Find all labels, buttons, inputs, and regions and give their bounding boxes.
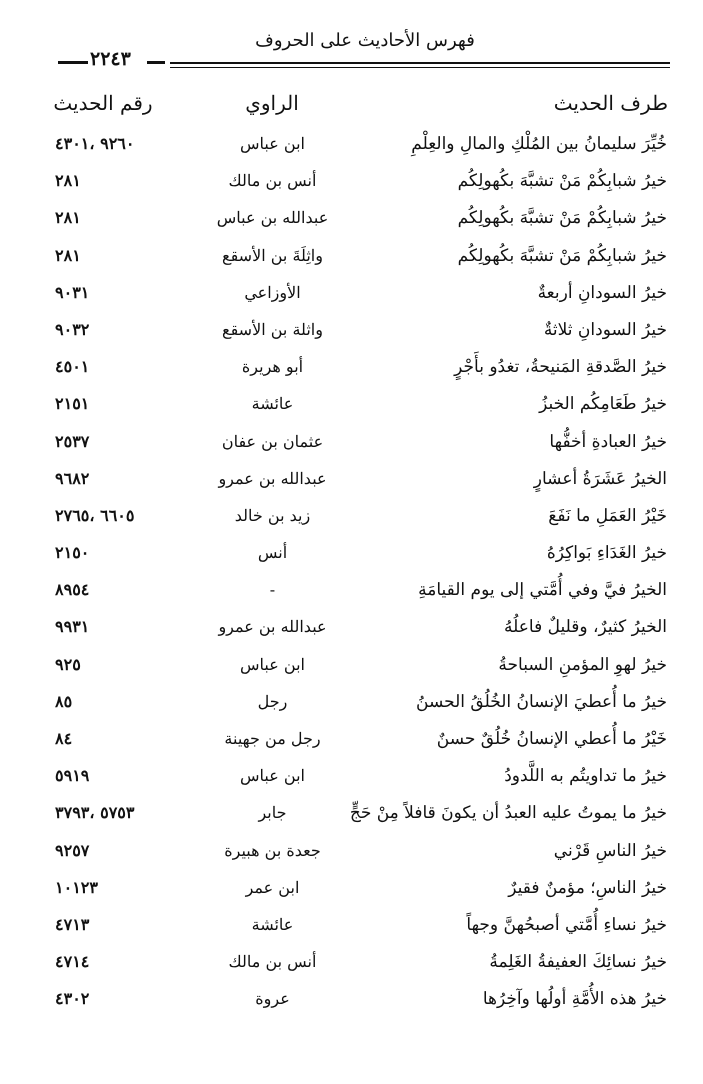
hadith-number: ٩٦٨٢ (55, 468, 90, 488)
hadith-text: خيرُ ما أُعطيَ الإنسانُ الخُلُقُ الحسنُ (416, 691, 667, 712)
running-title: فهرس الأحاديث على الحروف (255, 30, 475, 51)
header-rule-thick (170, 62, 670, 64)
narrator-name: رجل (257, 691, 288, 711)
hadith-text: خيرُ الغَدَاءِ بَواكِرُهُ (546, 543, 667, 564)
hadith-text: خيرُ الناسِ؛ مؤمنٌ فقيرٌ (508, 877, 667, 898)
hadith-number: ٩٢٦٠ ،٤٣٠١ (55, 134, 135, 153)
table-row (0, 130, 703, 167)
hadith-text: خيرُ العبادةِ أخفُّها (549, 431, 667, 452)
hadith-number: ٢١٥١ (55, 394, 90, 414)
narrator-name: جابر (258, 803, 287, 823)
narrator-name: عبدالله بن عمرو (218, 617, 327, 637)
page-number-dash-left (58, 61, 88, 64)
hadith-number: ٦٦٠٥ ،٢٧٦٥ (55, 505, 135, 525)
hadith-text: خَيْرُ العَمَلِ ما نَفَعَ (548, 505, 667, 526)
hadith-text: خيرُ الناسِ قَرْني (553, 840, 667, 861)
hadith-number: ٤٧١٤ (55, 952, 90, 972)
hadith-text: خيرُ نساءِ أُمَّتي أصبحُهنَّ وجهاً (466, 914, 667, 935)
hadith-number: ٨٤ (55, 729, 73, 748)
narrator-name: عثمان بن عفان (221, 431, 324, 451)
table-row (0, 613, 703, 650)
hadith-number: ٢٨١ (55, 171, 81, 191)
table-row (0, 390, 703, 427)
table-row (0, 316, 703, 353)
hadith-number: ١٠١٢٣ (55, 877, 98, 897)
narrator-name: أنس بن مالك (228, 952, 317, 972)
narrator-name: الأوزاعي (244, 282, 301, 302)
narrator-name: أنس (257, 543, 288, 563)
hadith-text: خيرُ شبابِكُمْ مَنْ تشبَّهَ بكُهولِكُم (457, 171, 667, 192)
hadith-number: ٢٥٣٧ (55, 431, 90, 451)
hadith-number: ٢٨١ (55, 245, 81, 265)
table-row (0, 911, 703, 948)
table-row (0, 353, 703, 390)
narrator-name: عبدالله بن عباس (216, 208, 329, 228)
column-header-number: رقم الحديث (53, 91, 153, 115)
hadith-text: خُيِّرَ سليمانُ بين المُلْكِ والمالِ والعِلْمِ (411, 134, 667, 154)
hadith-number: ٢٨١ (55, 208, 81, 228)
column-header-narrator: الراوي (245, 91, 299, 115)
hadith-number: ٤٧١٣ (55, 914, 90, 934)
hadith-text: خيرُ ما تداويتُم به اللَّدودُ (504, 766, 667, 787)
narrator-name: أبو هريرة (241, 357, 304, 377)
table-row (0, 948, 703, 985)
table-row (0, 204, 703, 241)
narrator-name: عروة (255, 989, 290, 1009)
hadith-text: خيرُ لهوِ المؤمنِ السباحةُ (498, 654, 667, 675)
hadith-text: خيرُ السودانِ ثلاثةٌ (543, 319, 667, 340)
hadith-number: ٤٥٠١ (55, 357, 90, 377)
hadith-text: خيرُ السودانِ أربعةٌ (537, 282, 667, 303)
hadith-text: خيرُ طَعَامِكُم الخبزُ (539, 394, 667, 415)
page-number-dash-right (147, 61, 165, 64)
table-row (0, 799, 703, 836)
narrator-name: ابن عمر (245, 877, 300, 897)
table-row (0, 837, 703, 874)
narrator-name: رجل من جهينة (224, 729, 321, 748)
narrator-name: جعدة بن هبيرة (224, 840, 321, 860)
table-row (0, 465, 703, 502)
hadith-text: خَيْرُ ما أُعطي الإنسانُ خُلُقٌ حسنٌ (436, 729, 667, 749)
narrator-name: - (269, 580, 276, 600)
hadith-number: ٨٩٥٤ (55, 580, 90, 600)
page-number: ٢٢٤٣ (90, 48, 131, 70)
narrator-name: أنس بن مالك (228, 171, 317, 191)
table-row (0, 688, 703, 725)
hadith-number: ٩٢٥٧ (55, 840, 90, 860)
table-row (0, 502, 703, 539)
hadith-number: ٩٢٥ (55, 654, 81, 674)
header-rule-thin (170, 67, 670, 68)
table-row (0, 985, 703, 1022)
hadith-number: ٩٠٣٢ (55, 319, 90, 339)
hadith-text: خيرُ شبابِكُمْ مَنْ تشبَّهَ بكُهولِكُم (457, 245, 667, 266)
column-header-hadith: طرف الحديث (553, 91, 668, 115)
narrator-name: عائشة (251, 914, 294, 934)
table-row (0, 725, 703, 762)
table-row (0, 167, 703, 204)
table-row (0, 242, 703, 279)
narrator-name: واثِلَةَ بن الأسقع (222, 245, 323, 265)
hadith-number: ٩٩٣١ (55, 617, 90, 637)
hadith-number: ٢١٥٠ (55, 543, 90, 563)
narrator-name: ابن عباس (240, 134, 305, 153)
hadith-text: خيرُ الصَّدقةِ المَنيحةُ، تغدُو بأَجْرٍ (454, 357, 667, 378)
hadith-text: خيرُ هذه الأُمَّةِ أولُها وآخِرُها (482, 989, 667, 1010)
table-row (0, 874, 703, 911)
hadith-text: خيرُ نسائِكَ العفيفةُ الغَلِمةُ (489, 952, 667, 973)
hadith-text: الخيرُ كثيرٌ، وقليلٌ فاعلُهُ (504, 617, 667, 638)
narrator-name: ابن عباس (240, 766, 305, 786)
hadith-number: ٩٠٣١ (55, 282, 90, 302)
table-row (0, 428, 703, 465)
hadith-number: ٨٥ (55, 691, 73, 711)
index-table (0, 130, 703, 1023)
hadith-text: خيرُ شبابِكُمْ مَنْ تشبَّهَ بكُهولِكُم (457, 208, 667, 229)
hadith-number: ٥٧٥٣ ،٣٧٩٣ (55, 803, 135, 823)
hadith-text: خيرُ ما يموتُ عليه العبدُ أن يكونَ قافلاً مِنْ حَجٍّ (349, 803, 667, 824)
table-row (0, 539, 703, 576)
table-row (0, 762, 703, 799)
narrator-name: عبدالله بن عمرو (218, 468, 327, 488)
hadith-text: الخيرُ عَشَرَةُ أعشارٍ (533, 468, 667, 489)
narrator-name: عائشة (251, 394, 294, 414)
hadith-text: الخيرُ فيَّ وفي أُمَّتي إلى يوم القيامَةِ (418, 580, 667, 601)
table-row (0, 576, 703, 613)
narrator-name: زيد بن خالد (234, 505, 311, 525)
table-row (0, 651, 703, 688)
hadith-number: ٥٩١٩ (55, 766, 90, 786)
table-row (0, 279, 703, 316)
hadith-number: ٤٣٠٢ (55, 989, 90, 1009)
narrator-name: ابن عباس (240, 654, 305, 674)
narrator-name: واثلة بن الأسقع (222, 319, 323, 339)
